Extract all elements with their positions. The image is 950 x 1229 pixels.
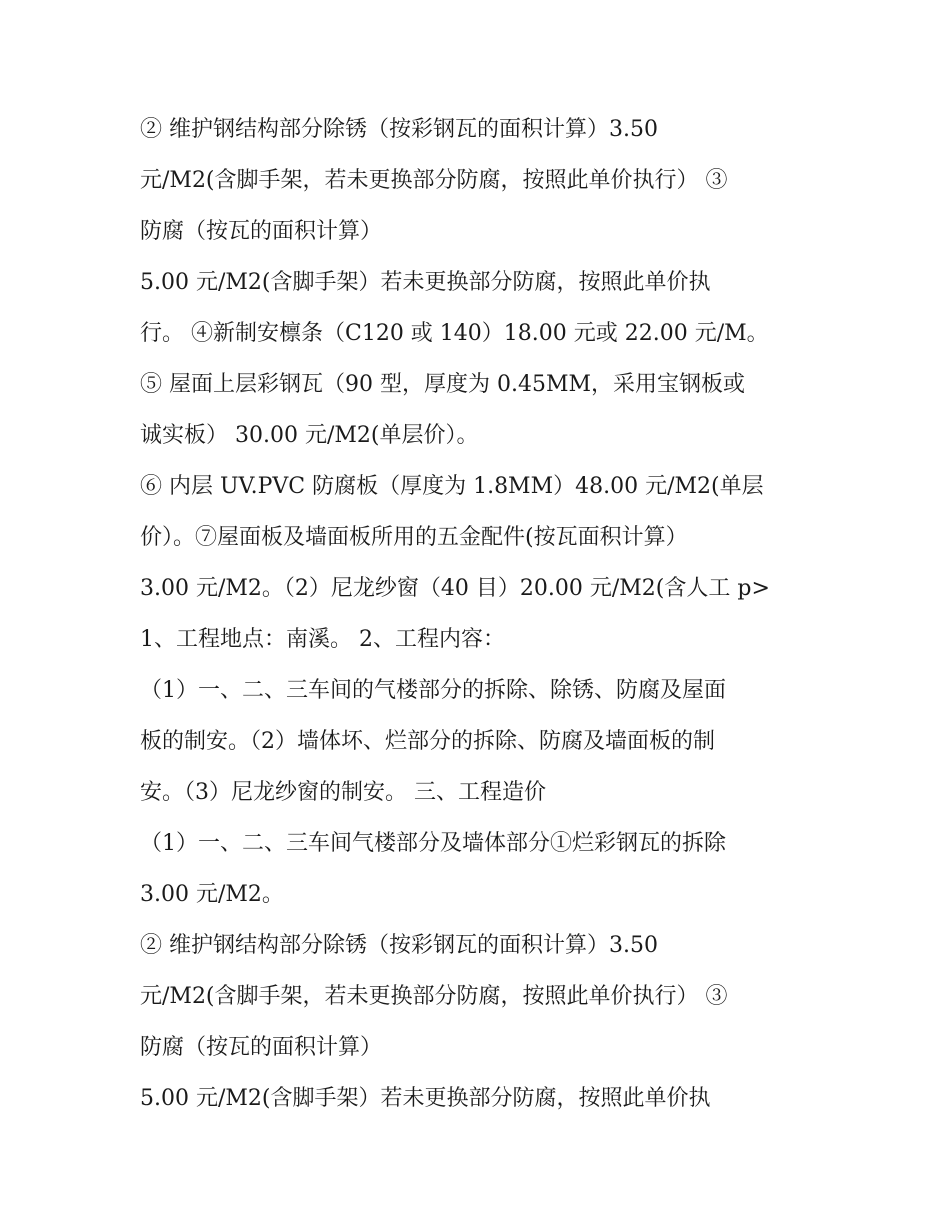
text-line: 防腐（按瓦的面积计算） [140,1035,383,1060]
text-line: 3.00 元/M2。（2）尼龙纱窗（40 目）20.00 元/M2(含人工 p> [140,576,770,601]
text-line: 元/M2(含脚手架，若未更换部分防腐，按照此单价执行） ③ [140,168,728,193]
text-line: 1、工程地点：南溪。 2、工程内容： [140,627,505,652]
text-line: （1）一、二、三车间的气楼部分的拆除、除锈、防腐及屋面 [140,678,726,703]
text-line: ⑥ 内层 UV.PVC 防腐板（厚度为 1.8MM）48.00 元/M2(单层 [140,474,764,499]
text-line: 板的制安。（2）墙体坏、烂部分的拆除、防腐及墙面板的制 [140,729,715,754]
text-line: 安。（3）尼龙纱窗的制安。 三、工程造价 [140,780,546,805]
text-line: （1）一、二、三车间气楼部分及墙体部分①烂彩钢瓦的拆除 [140,831,726,856]
text-line: 3.00 元/M2。 [140,882,284,907]
text-line: 行。 ④新制安檩条（C120 或 140）18.00 元或 22.00 元/M。 [140,321,769,346]
text-line: ② 维护钢结构部分除锈（按彩钢瓦的面积计算）3.50 [140,117,658,142]
text-line: 诚实板） 30.00 元/M2(单层价）。 [140,423,479,448]
text-line: ② 维护钢结构部分除锈（按彩钢瓦的面积计算）3.50 [140,933,658,958]
text-line: 元/M2(含脚手架，若未更换部分防腐，按照此单价执行） ③ [140,984,728,1009]
text-line: ⑤ 屋面上层彩钢瓦（90 型，厚度为 0.45MM，采用宝钢板或 [140,372,746,397]
text-line: 防腐（按瓦的面积计算） [140,219,383,244]
text-line: 价）。⑦屋面板及墙面板所用的五金配件(按瓦面积计算） [140,525,688,550]
text-line: 5.00 元/M2(含脚手架）若未更换部分防腐，按照此单价执 [140,270,711,295]
document-body [140,104,820,1124]
text-line: 5.00 元/M2(含脚手架）若未更换部分防腐，按照此单价执 [140,1086,711,1111]
